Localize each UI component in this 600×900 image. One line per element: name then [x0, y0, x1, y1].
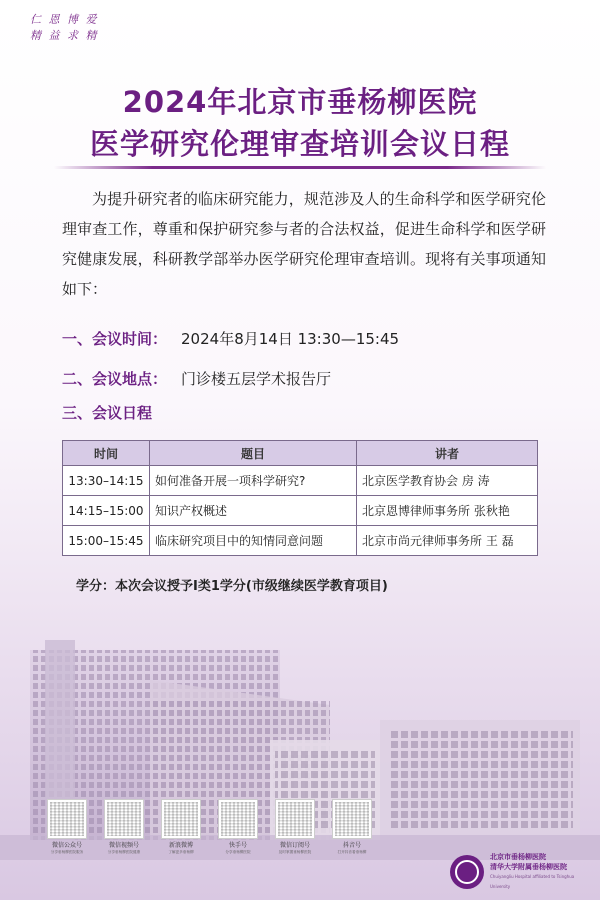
qr-code-row — [48, 800, 371, 855]
qr-sublabel: 了解更多垂杨柳 — [168, 849, 194, 854]
qr-code-icon — [276, 800, 314, 838]
logo-text — [490, 852, 590, 892]
credit-note: 学分：本次会议授予I类1学分(市级继续医学教育项目) — [76, 579, 388, 594]
cell-topic: 如何准备开展一项科学研究? — [150, 466, 357, 496]
cell-speaker: 北京医学教育协会 房 涛 — [357, 466, 538, 496]
motto-calligraphy — [30, 12, 120, 44]
cell-time: 14:15–15:00 — [63, 496, 150, 526]
hospital-logo — [450, 850, 590, 894]
meeting-time-label: 一、会议时间： — [62, 330, 168, 348]
page-title-line1: 2024年北京市垂杨柳医院 — [122, 85, 478, 119]
qr-label: 快手号 — [228, 842, 247, 849]
qr-sublabel: 及时掌握垂杨柳医院 — [278, 849, 312, 854]
qr-sublabel: 分享垂杨柳医院 — [225, 849, 251, 854]
meeting-time — [62, 328, 399, 349]
cell-topic: 临床研究项目中的知情同意问题 — [150, 526, 357, 556]
cell-time: 15:00–15:45 — [63, 526, 150, 556]
agenda-heading: 三、会议日程 — [62, 404, 153, 422]
qr-sublabel: 分享垂杨柳医院健康 — [107, 849, 141, 854]
motto-line: 精 益 求 精 — [30, 29, 99, 42]
schedule-table — [62, 440, 538, 556]
table-header-row — [63, 441, 538, 466]
table-row — [63, 526, 538, 556]
cell-topic: 知识产权概述 — [150, 496, 357, 526]
cell-speaker: 北京市尚元律师事务所 王 磊 — [357, 526, 538, 556]
table-row — [63, 466, 538, 496]
qr-label: 新浪微博 — [168, 842, 193, 849]
intro-paragraph: 为提升研究者的临床研究能力，规范涉及人的生命科学和医学研究伦理审查工作，尊重和保护研究参与者的合法权益，促进生命科学和医学研究健康发展，科研教学部举办医学研究伦理审查培训。现将有关事项通知如下： — [62, 190, 546, 298]
page-title-line2: 医学研究伦理审查培训会议日程 — [89, 127, 510, 161]
meeting-time-value: 2024年8月14日 13:30—15:45 — [181, 330, 400, 348]
header-time: 时间 — [63, 441, 150, 466]
logo-line1: 北京市垂杨柳医院 — [490, 853, 546, 861]
qr-item[interactable] — [219, 800, 257, 855]
header-topic: 题目 — [150, 441, 357, 466]
meeting-place-label: 二、会议地点： — [62, 370, 168, 388]
qr-item[interactable] — [48, 800, 86, 855]
header-speaker: 讲者 — [357, 441, 538, 466]
logo-line2: 清华大学附属垂杨柳医院 — [490, 863, 567, 871]
qr-code-icon — [105, 800, 143, 838]
qr-item[interactable] — [105, 800, 143, 855]
qr-item[interactable] — [162, 800, 200, 855]
qr-sublabel: 分享垂杨柳医院服务 — [50, 849, 84, 854]
qr-code-icon — [162, 800, 200, 838]
title-divider — [54, 166, 546, 169]
qr-label: 微信订阅号 — [279, 842, 310, 849]
logo-line3: Chuiyangliu Hospital affiliated to Tsinghua University — [490, 874, 575, 889]
qr-code-icon — [333, 800, 371, 838]
qr-label: 微信视频号 — [108, 842, 139, 849]
motto-line: 仁 恩 博 爱 — [30, 13, 99, 26]
qr-label: 抖音号 — [342, 842, 361, 849]
qr-item[interactable] — [333, 800, 371, 855]
hospital-seal-icon — [450, 855, 484, 889]
meeting-place — [62, 368, 331, 389]
cell-time: 13:30–14:15 — [63, 466, 150, 496]
qr-code-icon — [48, 800, 86, 838]
meeting-place-value: 门诊楼五层学术报告厅 — [181, 370, 332, 388]
qr-item[interactable] — [276, 800, 314, 855]
cell-speaker: 北京恩博律师事务所 张秋艳 — [357, 496, 538, 526]
qr-code-icon — [219, 800, 257, 838]
qr-sublabel: 打开抖音看垂杨柳 — [337, 849, 367, 854]
table-row — [63, 496, 538, 526]
qr-label: 微信公众号 — [51, 842, 82, 849]
